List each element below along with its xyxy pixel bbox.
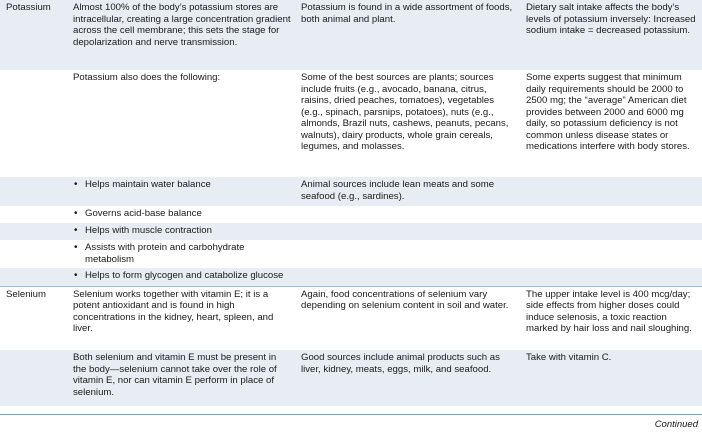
function-cell: [67, 177, 295, 206]
function-cell: Selenium works together with vitamin E; it is a potent antioxidant and is found in high concentrations in the kidney, heart, spleen, and liver.: [67, 286, 295, 350]
source-cell: [295, 240, 520, 268]
table-row: [0, 286, 702, 350]
notes-cell: [520, 268, 702, 286]
source-cell: Good sources include animal products such as liver, kidney, meats, eggs, milk, and seafood.: [295, 350, 520, 406]
table-row: [0, 350, 702, 406]
mineral-name-cell: [0, 70, 67, 177]
mineral-name-cell: [0, 223, 67, 240]
mineral-name-cell: [0, 350, 67, 406]
function-cell: Both selenium and vitamin E must be present in the body—selenium cannot take over the role of vitamin E, nor can vitamin E perform in place of selenium.: [67, 350, 295, 406]
source-cell: Potassium is found in a wide assortment of foods, both animal and plant.: [295, 0, 520, 70]
bullet-item: • Helps with muscle contraction: [73, 225, 291, 237]
notes-cell: Take with vitamin C.: [520, 350, 702, 406]
source-cell: Again, food concentrations of selenium vary depending on selenium content in soil and water.: [295, 286, 520, 350]
mineral-name-cell: [0, 206, 67, 223]
function-cell: [67, 206, 295, 223]
bullet-item: • Governs acid-base balance: [73, 208, 291, 220]
function-cell: Almost 100% of the body’s potassium stores are intracellular, creating a large concentration gradient across the cell membrane; this sets the stage for depolarization and nerve transmission.: [67, 0, 295, 70]
notes-cell: Some experts suggest that minimum daily requirements should be 2000 to 2500 mg; the “average” American diet provides between 2000 and 6000 mg daily, so potassium deficiency is not common unless disease states or medications interfere with body stores.: [526, 72, 690, 152]
source-cell: [295, 268, 520, 286]
continued-label: Continued: [654, 419, 698, 430]
table-row: [0, 0, 702, 70]
bullet-item: • Helps maintain water balance: [73, 179, 291, 191]
bullet-item: • Assists with protein and carbohydrate metabolism: [73, 242, 291, 265]
table-row: [0, 268, 702, 286]
source-cell: Animal sources include lean meats and some seafood (e.g., sardines).: [295, 177, 520, 206]
bottom-rule: [0, 414, 702, 415]
function-cell: [67, 223, 295, 240]
function-cell: Potassium also does the following:: [73, 72, 221, 83]
table-row: [0, 223, 702, 240]
function-cell: [67, 240, 295, 268]
bullet-item: • Helps to form glycogen and catabolize glucose: [73, 270, 291, 282]
table-row: [0, 240, 702, 268]
table-row: [0, 206, 702, 223]
notes-cell: [520, 240, 702, 268]
table-row: [0, 177, 702, 206]
mineral-name-cell: Potassium: [0, 0, 67, 70]
notes-cell: [520, 177, 702, 206]
notes-cell: The upper intake level is 400 mcg/day; side effects from higher doses could induce selenosis, a toxic reaction marked by hair loss and nail sloughing.: [520, 286, 702, 350]
mineral-name-cell: [0, 268, 67, 286]
source-cell: [295, 206, 520, 223]
mineral-name-cell: [0, 177, 67, 206]
notes-cell: [520, 206, 702, 223]
source-cell: [295, 223, 520, 240]
table-row: [0, 70, 702, 177]
mineral-name-cell: [0, 240, 67, 268]
function-cell: [67, 268, 295, 286]
notes-cell: [520, 223, 702, 240]
source-cell: Some of the best sources are plants; sources include fruits (e.g., avocado, banana, citrus, raisins, dried peaches, tomatoes), vegetables (e.g., spinach, parsnips, potatoes), nuts (e.g., almonds, Brazil nuts, cashews, peanuts, pecans, walnuts), dairy products, whole grain cereals, legumes, and molasses.: [301, 72, 509, 152]
notes-cell: Dietary salt intake affects the body’s levels of potassium inversely: Increased sodium intake = decreased potassium.: [520, 0, 702, 70]
mineral-name-cell: Selenium: [0, 286, 67, 350]
